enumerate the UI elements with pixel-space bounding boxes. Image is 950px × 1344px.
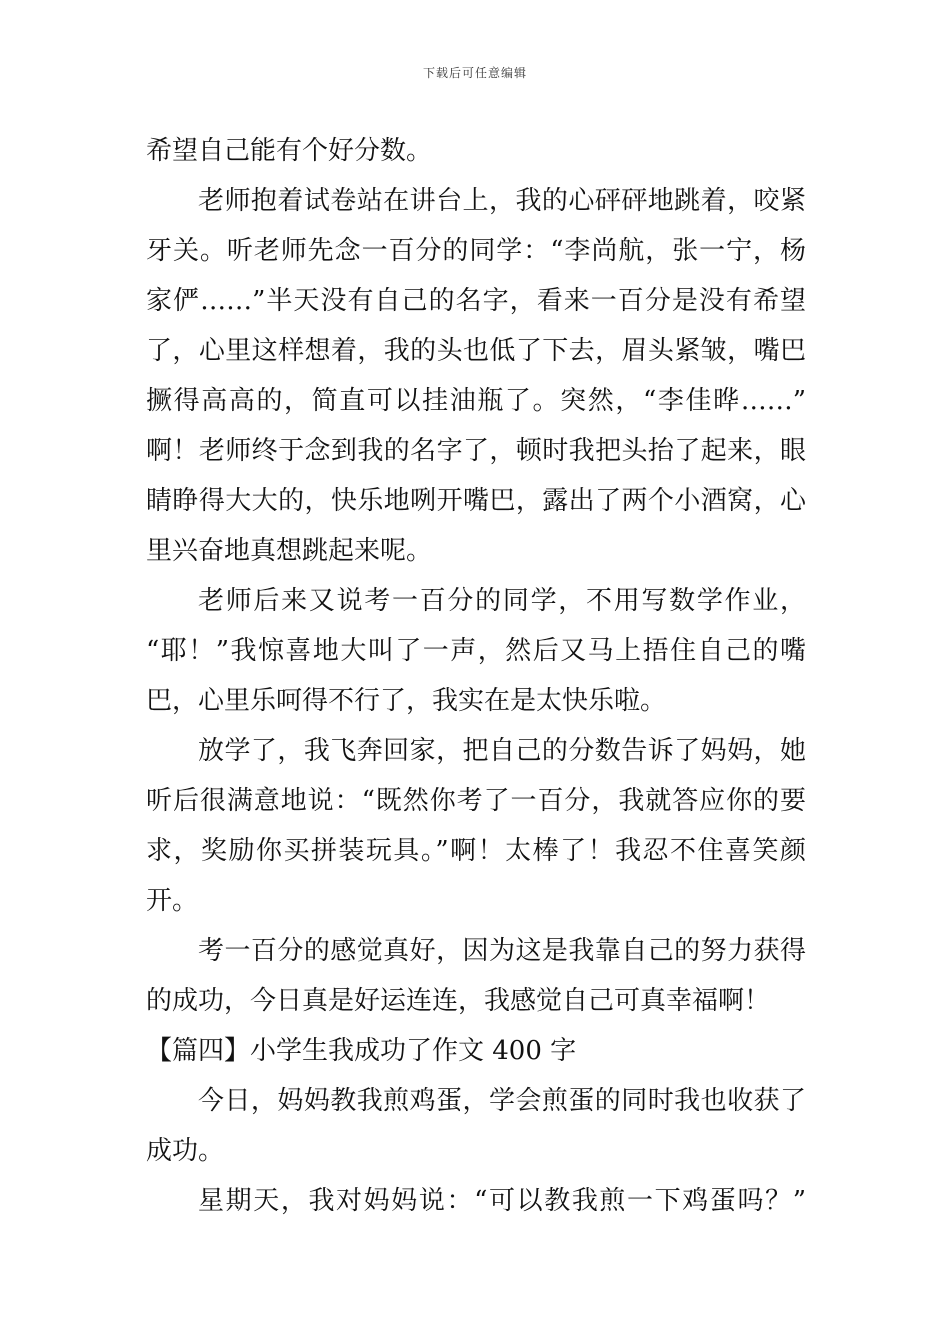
text-line: 希望自己能有个好分数。 [146,136,433,166]
text-line: 家俨……”半天没有自己的名字，看来一百分是没有希望 [146,286,806,316]
text-line: 星期天，我对妈妈说：“可以教我煎一下鸡蛋吗？” [198,1186,806,1216]
section-heading: 【篇四】小学生我成功了作文 400 字 [146,1036,577,1066]
text-line: 求，奖励你买拼装玩具。”啊！太棒了！我忍不住喜笑颜 [146,836,806,866]
text-line: 今日，妈妈教我煎鸡蛋，学会煎蛋的同时我也收获了 [198,1086,806,1116]
text-line: 听后很满意地说：“既然你考了一百分，我就答应你的要 [146,786,806,816]
page-header: 下载后可任意编辑 [422,66,527,80]
text-line: 睛睁得大大的，快乐地咧开嘴巴，露出了两个小酒窝，心 [146,486,806,516]
text-line: 老师后来又说考一百分的同学，不用写数学作业， [198,586,806,616]
text-line: 牙关。听老师先念一百分的同学：“李尚航，张一宁，杨 [146,236,806,266]
text-line: 老师抱着试卷站在讲台上，我的心砰砰地跳着，咬紧 [198,186,806,216]
text-line: 的成功，今日真是好运连连，我感觉自己可真幸福啊！ [146,986,771,1016]
text-line: 考一百分的感觉真好，因为这是我靠自己的努力获得 [198,936,806,966]
text-line: 成功。 [146,1136,225,1166]
text-line: “耶！”我惊喜地大叫了一声，然后又马上捂住自己的嘴 [146,636,806,666]
text-line: 开。 [146,886,199,916]
text-line: 里兴奋地真想跳起来呢。 [146,536,433,566]
text-line: 撅得高高的，简直可以挂油瓶了。突然，“李佳晔……” [146,386,806,416]
text-line: 巴，心里乐呵得不行了，我实在是太快乐啦。 [146,686,667,716]
text-line: 放学了，我飞奔回家，把自己的分数告诉了妈妈，她 [198,736,806,766]
text-line: 啊！老师终于念到我的名字了，顿时我把头抬了起来，眼 [146,436,806,466]
text-line: 了，心里这样想着，我的头也低了下去，眉头紧皱，嘴巴 [146,336,806,366]
